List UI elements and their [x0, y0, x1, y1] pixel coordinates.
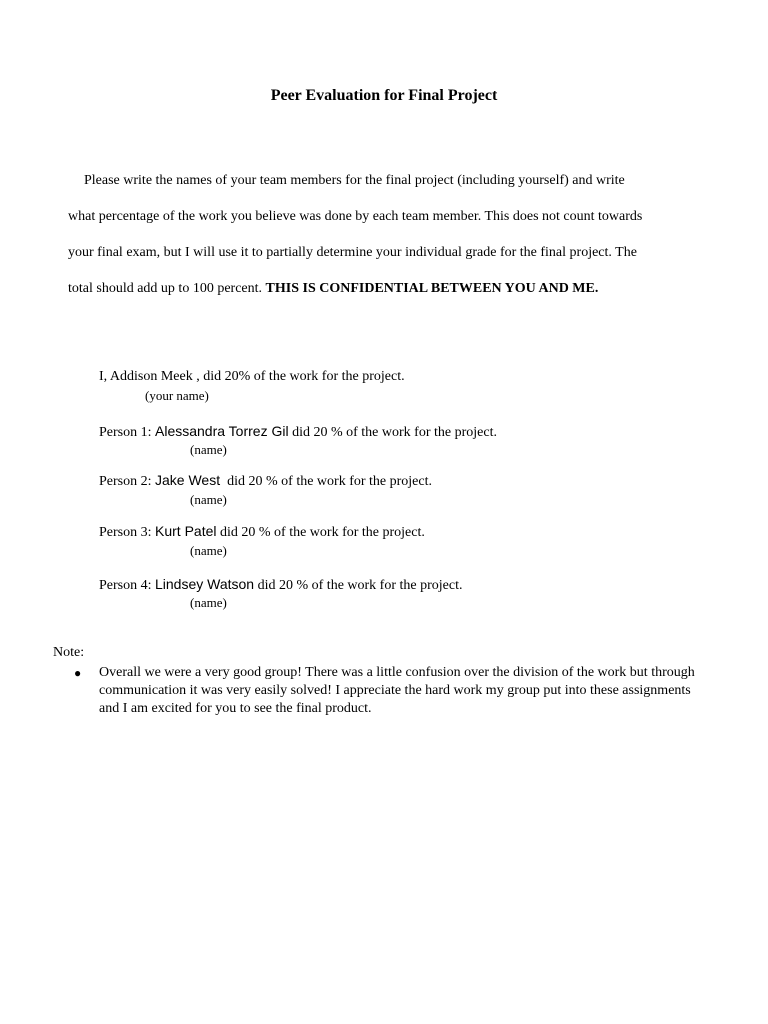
instructions-text: total should add up to 100 percent. — [68, 281, 266, 296]
note-list — [74, 664, 704, 718]
person-statement: did 20 % of the work for the project. — [220, 474, 432, 489]
person-name: Jake West — [155, 472, 221, 488]
person-statement: did 20 % of the work for the project. — [216, 525, 425, 540]
confidential-notice: THIS IS CONFIDENTIAL BETWEEN YOU AND ME. — [265, 281, 599, 296]
list-item — [74, 664, 704, 718]
instructions-paragraph — [68, 163, 708, 307]
person-label: Person 3: — [99, 525, 155, 540]
self-name-sublabel: (your name) — [145, 388, 209, 403]
person-name: Kurt Patel — [155, 523, 217, 539]
person-name: Lindsey Watson — [155, 576, 255, 592]
person-entry — [99, 576, 462, 594]
person-entry — [99, 423, 497, 441]
instructions-line: your final exam, but I will use it to partially determine your individual grade for the final project. The — [68, 245, 637, 260]
page-title: Peer Evaluation for Final Project — [270, 87, 498, 104]
person-label: Person 4: — [99, 578, 155, 593]
person-name: Alessandra Torrez Gil — [155, 423, 289, 439]
note-label: Note: — [53, 645, 85, 660]
instructions-line: what percentage of the work you believe was done by each team member. This does not count towards — [68, 209, 643, 224]
person-label: Person 1: — [99, 425, 155, 440]
person-statement: did 20 % of the work for the project. — [288, 425, 497, 440]
person-entry — [99, 523, 425, 541]
name-sublabel: (name) — [190, 595, 227, 610]
name-sublabel: (name) — [190, 492, 227, 507]
person-statement: did 20 % of the work for the project. — [254, 578, 463, 593]
bullet-icon: ● — [74, 666, 82, 680]
name-sublabel: (name) — [190, 543, 227, 558]
person-label: Person 2: — [99, 474, 155, 489]
note-text: Overall we were a very good group! There was a little confusion over the division of the work but through communication it was very easily solved! I appreciate the hard work my group put into these assignments and I am excited for you to see the final product. — [99, 665, 695, 716]
name-sublabel: (name) — [190, 442, 227, 457]
person-entry — [99, 472, 432, 490]
self-entry: I, Addison Meek , did 20% of the work for the project. — [99, 369, 405, 384]
instructions-line: Please write the names of your team members for the final project (including yourself) and write — [84, 173, 625, 188]
instructions-line — [68, 271, 708, 307]
